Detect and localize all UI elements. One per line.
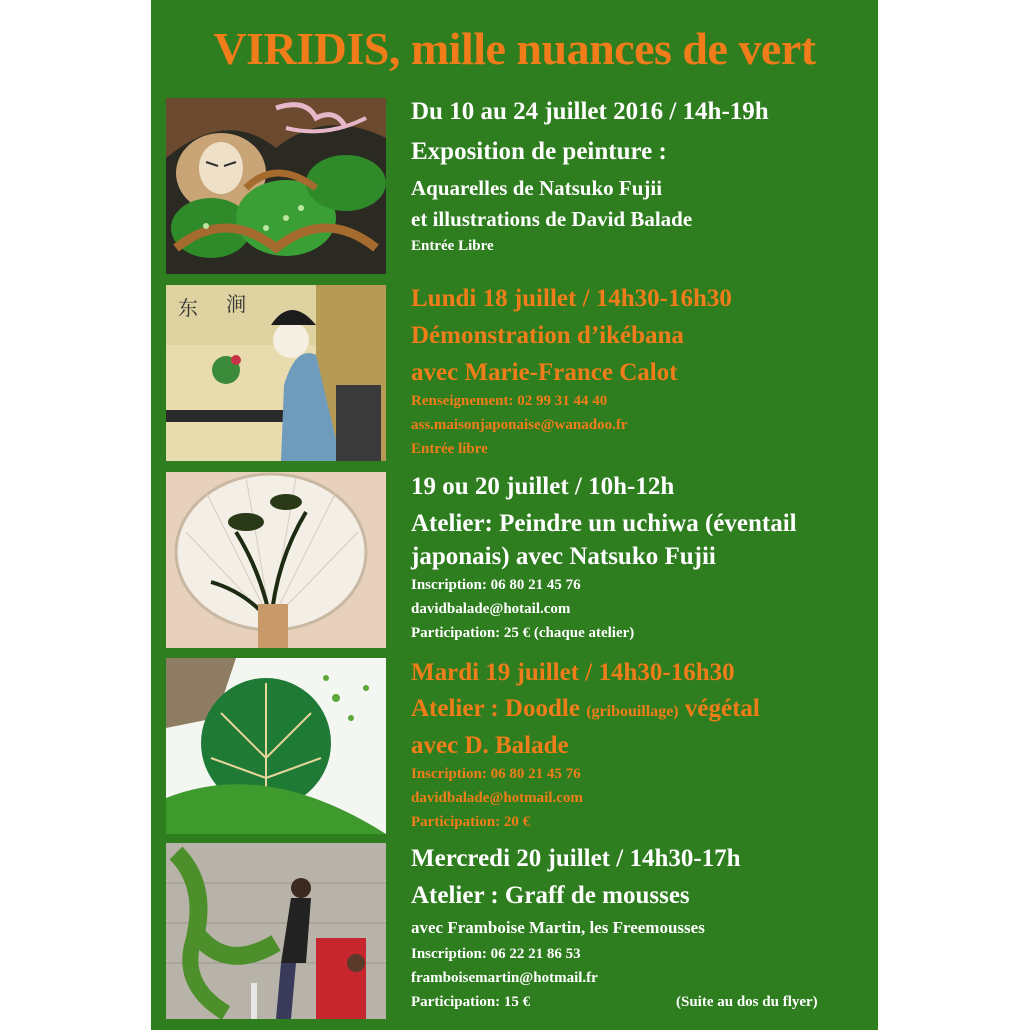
event-5-footnote: (Suite au dos du flyer) (676, 994, 818, 1010)
event-2-heading: Démonstration d’ikébana (411, 322, 684, 349)
flyer-title: VIRIDIS, mille nuances de vert (213, 23, 816, 74)
event-2-date: Lundi 18 juillet / 14h30-16h30 (411, 285, 732, 312)
event-5-date: Mercredi 20 juillet / 14h30-17h (411, 845, 741, 872)
event-3-fee: Participation: 25 € (chaque atelier) (411, 625, 635, 641)
event-4-heading-paren: (gribouillage) (586, 703, 679, 720)
event-4-email[interactable]: davidbalade@hotmail.com (411, 790, 583, 806)
event-2-line-1: avec Marie-France Calot (411, 359, 678, 386)
event-2-note: Entrée libre (411, 441, 488, 457)
event-4-contact: Inscription: 06 80 21 45 76 (411, 766, 581, 782)
event-5-heading: Atelier : Graff de mousses (411, 882, 690, 909)
painting-image (166, 98, 386, 274)
uchiwa-fan-image (166, 472, 386, 648)
ikebana-print-image (166, 285, 386, 461)
event-4-line-1: avec D. Balade (411, 732, 569, 759)
event-4-fee: Participation: 20 € (411, 814, 531, 830)
doodle-image (166, 658, 386, 834)
event-1-date: Du 10 au 24 juillet 2016 / 14h-19h (411, 98, 769, 125)
event-5-fee: Participation: 15 € (411, 994, 531, 1010)
event-3-heading: Atelier: Peindre un uchiwa (éventail (411, 510, 797, 537)
event-2-contact: Renseignement: 02 99 31 44 40 (411, 393, 608, 409)
event-4-heading (411, 695, 760, 723)
event-3-date: 19 ou 20 juillet / 10h-12h (411, 473, 675, 500)
event-4-heading-main: Atelier : Doodle (411, 695, 580, 722)
event-3-email[interactable]: davidbalade@hotail.com (411, 601, 571, 617)
event-3-contact: Inscription: 06 80 21 45 76 (411, 577, 581, 593)
event-1-heading: Exposition de peinture : (411, 138, 667, 165)
moss-graffiti-image (166, 843, 386, 1019)
event-4-heading-end: végétal (684, 695, 760, 722)
event-5-line-1: avec Framboise Martin, les Freemousses (411, 918, 705, 937)
svg-text:涧: 涧 (226, 292, 246, 316)
event-2-email[interactable]: ass.maisonjaponaise@wanadoo.fr (411, 417, 628, 433)
event-5-contact: Inscription: 06 22 21 86 53 (411, 946, 581, 962)
event-1-note: Entrée Libre (411, 238, 494, 254)
event-1-line-2: et illustrations de David Balade (411, 207, 693, 231)
event-1-line-1: Aquarelles de Natsuko Fujii (411, 176, 663, 200)
event-3-line-1: japonais) avec Natsuko Fujii (411, 543, 716, 570)
event-4-date: Mardi 19 juillet / 14h30-16h30 (411, 659, 735, 686)
svg-text:东: 东 (178, 296, 198, 320)
event-5-email[interactable]: framboisemartin@hotmail.fr (411, 970, 598, 986)
